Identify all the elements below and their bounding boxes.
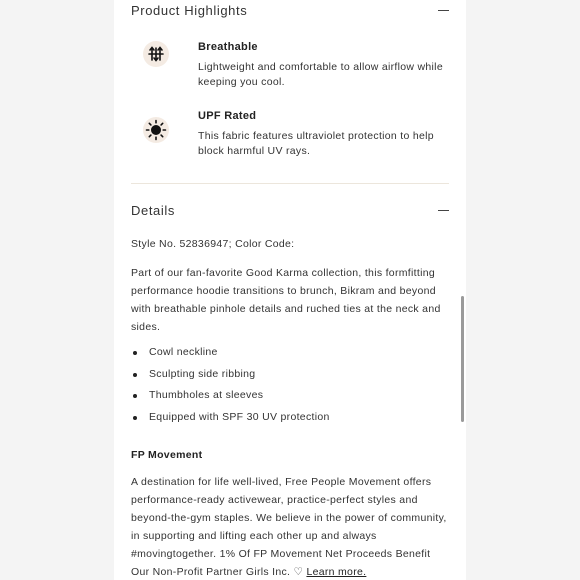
minus-icon[interactable] <box>438 210 449 211</box>
highlight-title: Breathable <box>198 41 258 53</box>
sun-icon <box>143 117 169 143</box>
list-item: Thumbholes at sleeves <box>131 389 449 411</box>
details-header[interactable] <box>131 203 449 218</box>
feature-bullet-list <box>131 346 449 432</box>
learn-more-link[interactable]: Learn more. <box>306 566 367 578</box>
scrollbar-thumb[interactable] <box>461 296 464 422</box>
highlight-description: Lightweight and comfortable to allow airflow while keeping you cool. <box>198 61 443 88</box>
style-number: Style No. 52836947; Color Code: <box>131 238 295 250</box>
brand-title: FP Movement <box>131 449 203 461</box>
section-divider <box>131 183 449 184</box>
product-highlights-header[interactable] <box>131 3 449 18</box>
list-item: Sculpting side ribbing <box>131 368 449 390</box>
list-item: Cowl neckline <box>131 346 449 368</box>
product-description: Part of our fan-favorite Good Karma collection, this formfitting performance hoodie transitions to brunch, Bikram and beyond with breathable pinhole details and ruched ties at the neck and sides. <box>131 267 441 333</box>
heart-icon: ♡ <box>293 566 304 578</box>
brand-description-text: A destination for life well-lived, Free People Movement offers performance-ready activewear, practice-perfect styles and beyond-the-gym staples. We believe in the power of community, in supporting and lifting each other up and always #movingtogether. 1% Of FP Movement Net Proceeds Benefit Our Non-Profit Partner Girls Inc. <box>131 476 447 578</box>
product-info-panel <box>114 0 466 580</box>
list-item: Equipped with SPF 30 UV protection <box>131 411 449 433</box>
brand-description <box>131 473 449 580</box>
product-highlights-title: Product Highlights <box>131 3 248 18</box>
details-title: Details <box>131 203 175 218</box>
highlight-title: UPF Rated <box>198 110 257 122</box>
airflow-icon <box>143 41 169 67</box>
minus-icon[interactable] <box>438 10 449 11</box>
highlight-description: This fabric features ultraviolet protection to help block harmful UV rays. <box>198 130 434 157</box>
